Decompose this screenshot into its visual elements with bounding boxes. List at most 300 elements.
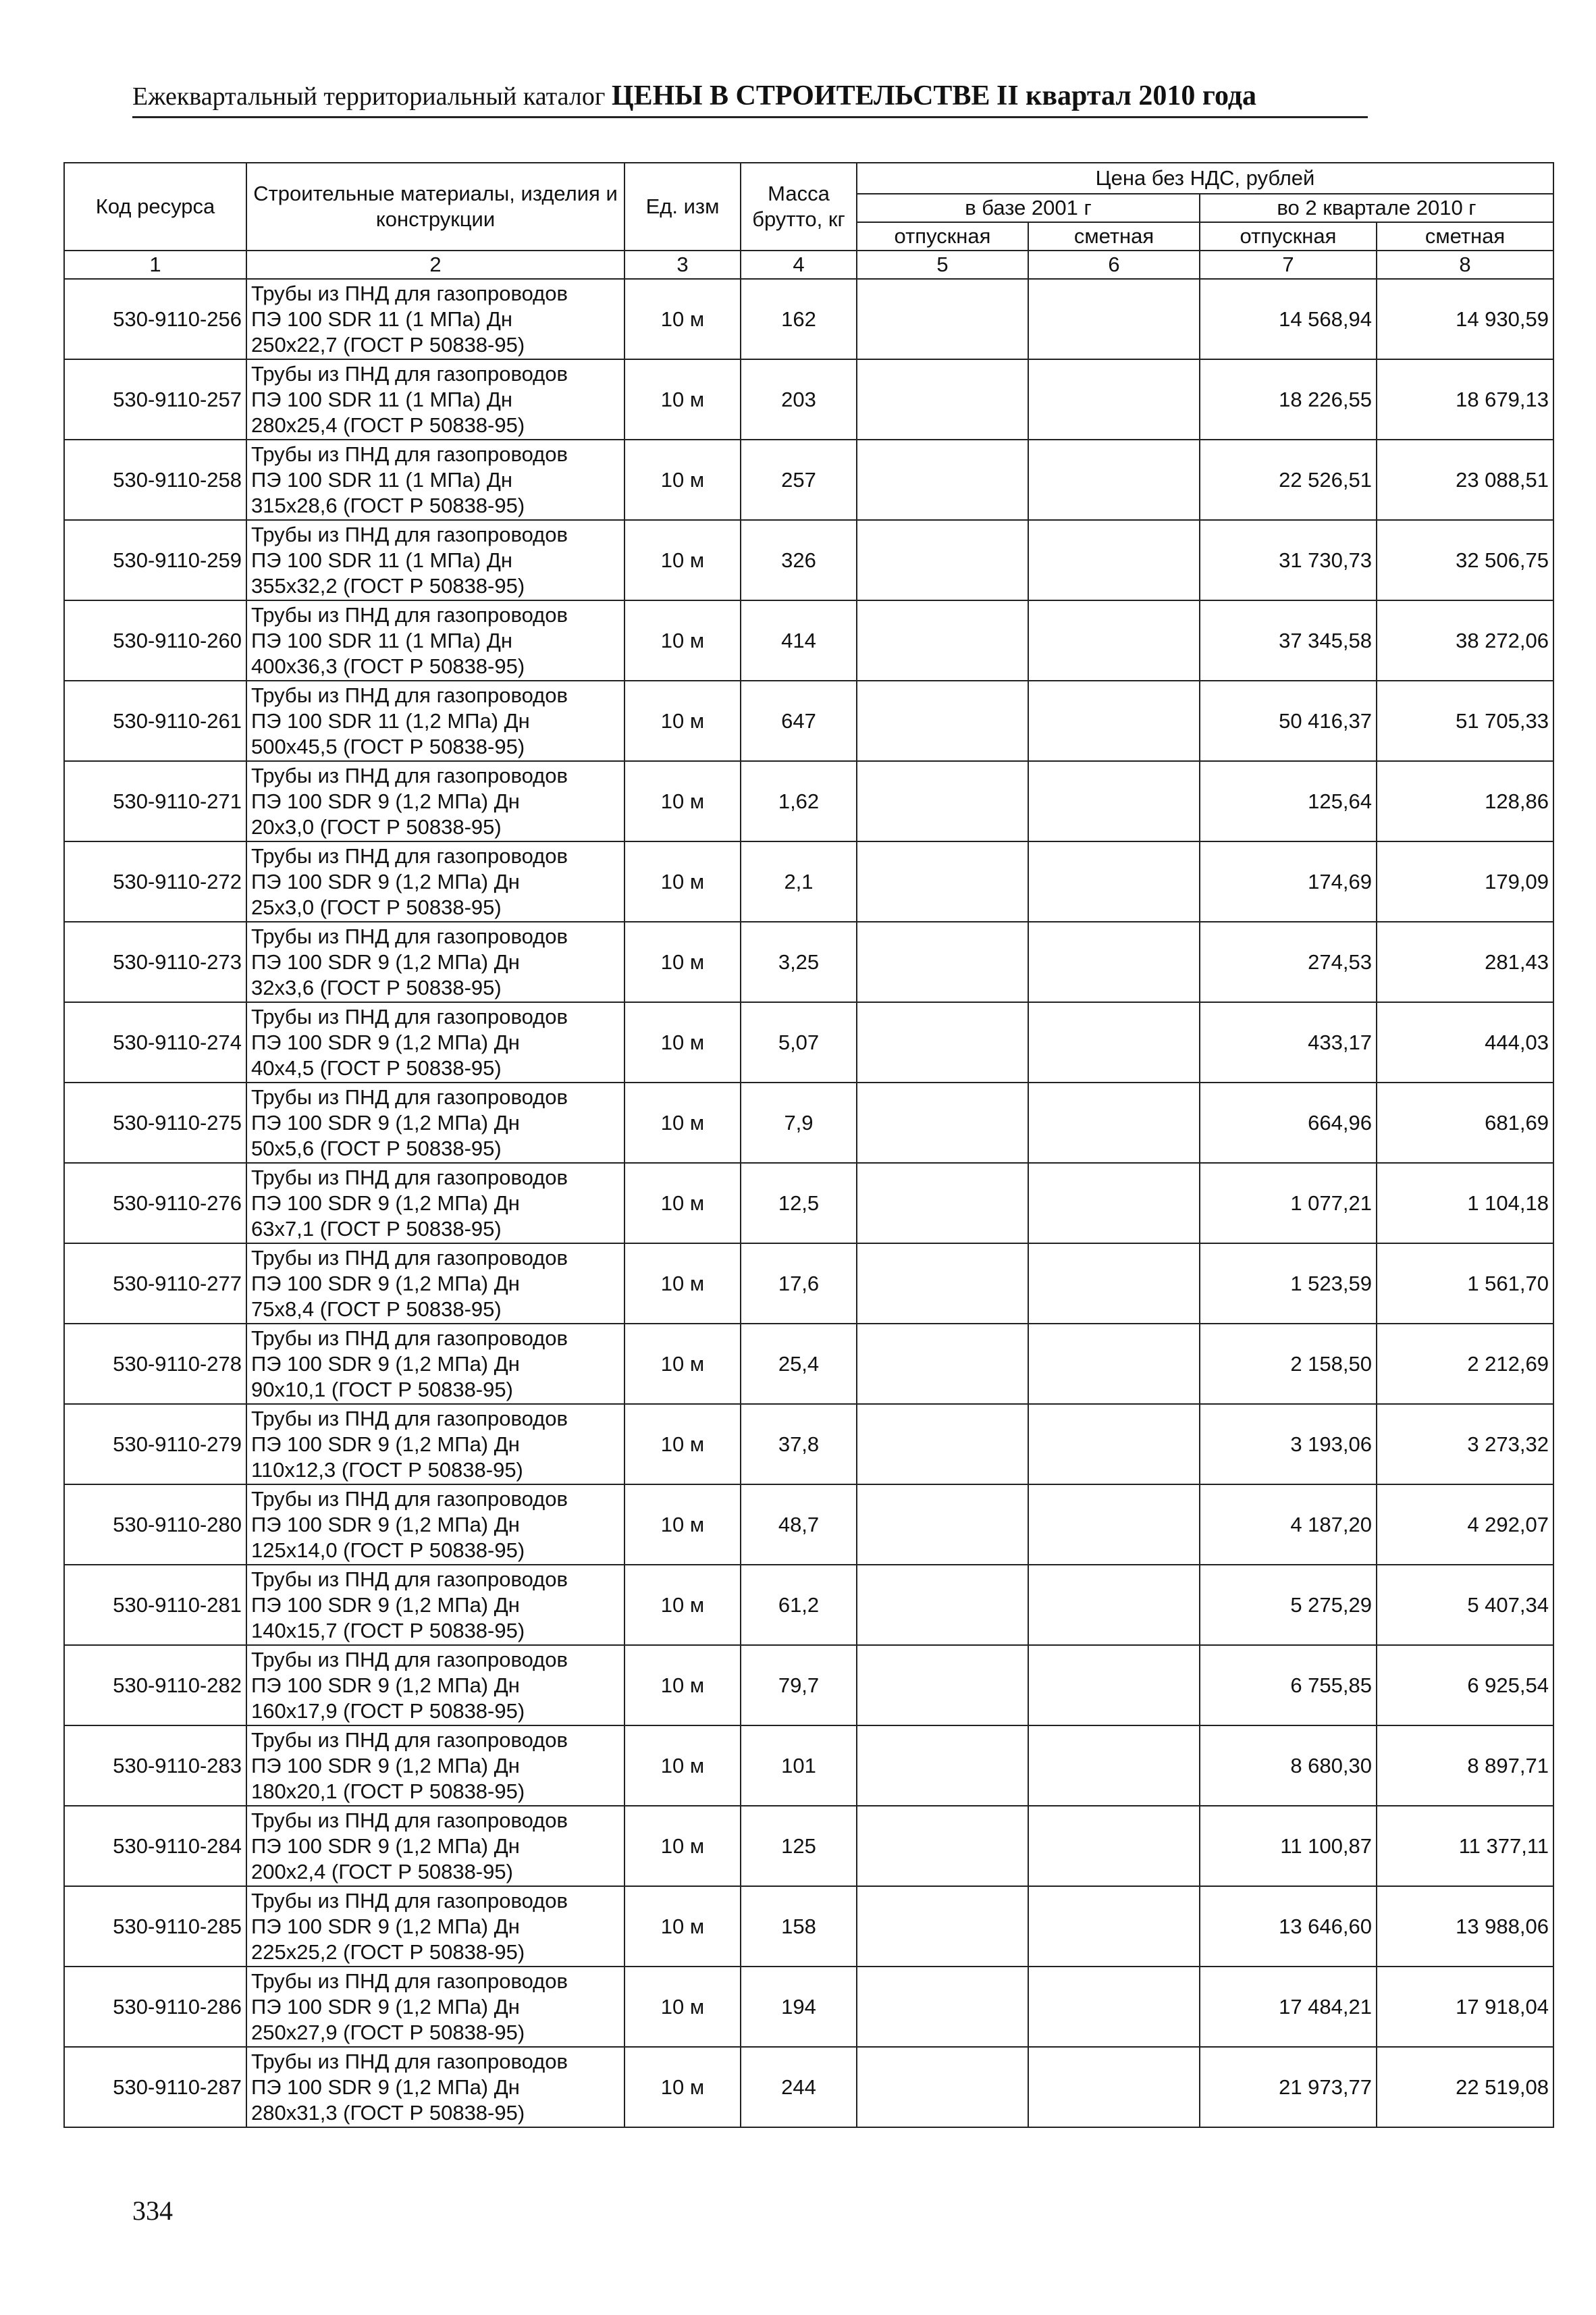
gross-mass: 25,4 <box>741 1324 857 1404</box>
resource-code: 530-9110-287 <box>64 2047 246 2127</box>
gross-mass: 7,9 <box>741 1083 857 1163</box>
unit-of-measure: 10 м <box>624 1002 741 1083</box>
description-line: ПЭ 100 SDR 9 (1,2 МПа) Дн <box>251 789 520 813</box>
table-row <box>64 1404 1553 1484</box>
material-description <box>246 1002 624 1083</box>
running-header <box>132 80 1368 118</box>
price-wholesale-2001 <box>857 1565 1028 1645</box>
price-wholesale-2001 <box>857 1163 1028 1243</box>
table-row <box>64 279 1553 359</box>
price-wholesale-2001 <box>857 1484 1028 1565</box>
price-estimate-2001 <box>1028 761 1200 841</box>
gross-mass: 414 <box>741 600 857 681</box>
price-wholesale-2001 <box>857 2047 1028 2127</box>
price-estimate-2001 <box>1028 681 1200 761</box>
price-wholesale-2010: 174,69 <box>1200 841 1377 922</box>
resource-code: 530-9110-259 <box>64 520 246 600</box>
material-description <box>246 922 624 1002</box>
description-line: 250х27,9 (ГОСТ Р 50838-95) <box>251 2020 525 2044</box>
resource-code: 530-9110-284 <box>64 1806 246 1886</box>
unit-of-measure: 10 м <box>624 1484 741 1565</box>
resource-code: 530-9110-272 <box>64 841 246 922</box>
price-estimate-2001 <box>1028 359 1200 440</box>
description-line: Трубы из ПНД для газопроводов <box>251 1245 568 1270</box>
price-estimate-2010: 13 988,06 <box>1377 1886 1553 1967</box>
gross-mass: 101 <box>741 1725 857 1806</box>
description-line: ПЭ 100 SDR 9 (1,2 МПа) Дн <box>251 1914 520 1938</box>
material-description <box>246 520 624 600</box>
price-estimate-2001 <box>1028 1324 1200 1404</box>
price-wholesale-2010: 37 345,58 <box>1200 600 1377 681</box>
material-description <box>246 1163 624 1243</box>
column-number: 7 <box>1200 251 1377 279</box>
price-estimate-2001 <box>1028 1163 1200 1243</box>
column-number: 5 <box>857 251 1028 279</box>
table-row <box>64 1163 1553 1243</box>
price-estimate-2001 <box>1028 1886 1200 1967</box>
unit-of-measure: 10 м <box>624 761 741 841</box>
price-wholesale-2010: 5 275,29 <box>1200 1565 1377 1645</box>
price-estimate-2010: 38 272,06 <box>1377 600 1553 681</box>
resource-code: 530-9110-260 <box>64 600 246 681</box>
description-line: ПЭ 100 SDR 9 (1,2 МПа) Дн <box>251 1191 520 1215</box>
price-wholesale-2010: 2 158,50 <box>1200 1324 1377 1404</box>
price-wholesale-2001 <box>857 1083 1028 1163</box>
price-wholesale-2001 <box>857 922 1028 1002</box>
price-estimate-2010: 3 273,32 <box>1377 1404 1553 1484</box>
resource-code: 530-9110-276 <box>64 1163 246 1243</box>
description-line: 140х15,7 (ГОСТ Р 50838-95) <box>251 1618 525 1642</box>
column-number: 3 <box>624 251 741 279</box>
material-description <box>246 440 624 520</box>
column-number: 4 <box>741 251 857 279</box>
description-line: Трубы из ПНД для газопроводов <box>251 1888 568 1913</box>
unit-of-measure: 10 м <box>624 1404 741 1484</box>
price-wholesale-2010: 50 416,37 <box>1200 681 1377 761</box>
unit-of-measure: 10 м <box>624 520 741 600</box>
table-row <box>64 922 1553 1002</box>
description-line: ПЭ 100 SDR 9 (1,2 МПа) Дн <box>251 1592 520 1617</box>
price-wholesale-2010: 274,53 <box>1200 922 1377 1002</box>
description-line: 125х14,0 (ГОСТ Р 50838-95) <box>251 1538 525 1562</box>
resource-code: 530-9110-285 <box>64 1886 246 1967</box>
gross-mass: 125 <box>741 1806 857 1886</box>
description-line: Трубы из ПНД для газопроводов <box>251 281 568 305</box>
resource-code: 530-9110-258 <box>64 440 246 520</box>
table-row <box>64 1243 1553 1324</box>
page-number: 334 <box>132 2195 173 2226</box>
unit-of-measure: 10 м <box>624 1243 741 1324</box>
unit-of-measure: 10 м <box>624 1645 741 1725</box>
description-line: ПЭ 100 SDR 11 (1 МПа) Дн <box>251 628 512 652</box>
resource-code: 530-9110-280 <box>64 1484 246 1565</box>
description-line: ПЭ 100 SDR 9 (1,2 МПа) Дн <box>251 2075 520 2099</box>
price-estimate-2010: 51 705,33 <box>1377 681 1553 761</box>
description-line: ПЭ 100 SDR 9 (1,2 МПа) Дн <box>251 1753 520 1777</box>
header-period: II квартал 2010 года <box>996 80 1256 111</box>
price-estimate-2010: 1 104,18 <box>1377 1163 1553 1243</box>
price-estimate-2001 <box>1028 2047 1200 2127</box>
header-catalog-name: ЦЕНЫ В СТРОИТЕЛЬСТВЕ <box>611 80 990 111</box>
description-line: Трубы из ПНД для газопроводов <box>251 1808 568 1832</box>
price-wholesale-2001 <box>857 520 1028 600</box>
price-wholesale-2010: 3 193,06 <box>1200 1404 1377 1484</box>
description-line: Трубы из ПНД для газопроводов <box>251 1004 568 1029</box>
price-estimate-2001 <box>1028 1565 1200 1645</box>
description-line: Трубы из ПНД для газопроводов <box>251 1326 568 1350</box>
header-mass: Масса брутто, кг <box>741 163 857 251</box>
table-row <box>64 359 1553 440</box>
material-description <box>246 1243 624 1324</box>
description-line: 280х31,3 (ГОСТ Р 50838-95) <box>251 2100 525 2125</box>
price-estimate-2010: 6 925,54 <box>1377 1645 1553 1725</box>
description-line: ПЭ 100 SDR 9 (1,2 МПа) Дн <box>251 1833 520 1858</box>
resource-code: 530-9110-279 <box>64 1404 246 1484</box>
description-line: 200х2,4 (ГОСТ Р 50838-95) <box>251 1859 513 1883</box>
unit-of-measure: 10 м <box>624 922 741 1002</box>
material-description <box>246 279 624 359</box>
description-line: Трубы из ПНД для газопроводов <box>251 1165 568 1189</box>
description-line: ПЭ 100 SDR 11 (1 МПа) Дн <box>251 548 512 572</box>
description-line: 180х20,1 (ГОСТ Р 50838-95) <box>251 1779 525 1803</box>
resource-code: 530-9110-283 <box>64 1725 246 1806</box>
description-line: 63х7,1 (ГОСТ Р 50838-95) <box>251 1216 502 1241</box>
price-table <box>63 162 1554 2128</box>
gross-mass: 48,7 <box>741 1484 857 1565</box>
price-wholesale-2010: 433,17 <box>1200 1002 1377 1083</box>
material-description <box>246 1404 624 1484</box>
description-line: Трубы из ПНД для газопроводов <box>251 522 568 546</box>
material-description <box>246 1645 624 1725</box>
unit-of-measure: 10 м <box>624 440 741 520</box>
description-line: Трубы из ПНД для газопроводов <box>251 602 568 627</box>
price-estimate-2001 <box>1028 1243 1200 1324</box>
description-line: 400х36,3 (ГОСТ Р 50838-95) <box>251 654 525 678</box>
price-estimate-2001 <box>1028 1725 1200 1806</box>
price-wholesale-2001 <box>857 1967 1028 2047</box>
price-estimate-2010: 681,69 <box>1377 1083 1553 1163</box>
price-estimate-2010: 5 407,34 <box>1377 1565 1553 1645</box>
description-line: ПЭ 100 SDR 11 (1,2 МПа) Дн <box>251 708 530 733</box>
gross-mass: 1,62 <box>741 761 857 841</box>
price-estimate-2010: 22 519,08 <box>1377 2047 1553 2127</box>
description-line: Трубы из ПНД для газопроводов <box>251 1647 568 1671</box>
resource-code: 530-9110-286 <box>64 1967 246 2047</box>
price-estimate-2010: 32 506,75 <box>1377 520 1553 600</box>
resource-code: 530-9110-275 <box>64 1083 246 1163</box>
price-estimate-2001 <box>1028 1002 1200 1083</box>
description-line: 32х3,6 (ГОСТ Р 50838-95) <box>251 975 502 999</box>
header-q2-2010: во 2 квартале 2010 г <box>1200 194 1553 222</box>
resource-code: 530-9110-274 <box>64 1002 246 1083</box>
description-line: Трубы из ПНД для газопроводов <box>251 843 568 868</box>
resource-code: 530-9110-282 <box>64 1645 246 1725</box>
table-row <box>64 440 1553 520</box>
price-wholesale-2001 <box>857 1806 1028 1886</box>
header-price-group: Цена без НДС, рублей <box>857 163 1553 194</box>
material-description <box>246 1083 624 1163</box>
price-wholesale-2001 <box>857 1886 1028 1967</box>
table-row <box>64 1645 1553 1725</box>
price-wholesale-2010: 14 568,94 <box>1200 279 1377 359</box>
price-estimate-2001 <box>1028 1083 1200 1163</box>
price-wholesale-2001 <box>857 600 1028 681</box>
description-line: ПЭ 100 SDR 9 (1,2 МПа) Дн <box>251 1673 520 1697</box>
price-estimate-2010: 14 930,59 <box>1377 279 1553 359</box>
price-wholesale-2001 <box>857 1404 1028 1484</box>
price-wholesale-2010: 1 077,21 <box>1200 1163 1377 1243</box>
description-line: Трубы из ПНД для газопроводов <box>251 1085 568 1109</box>
header-base-2001: в базе 2001 г <box>857 194 1200 222</box>
table-row <box>64 1484 1553 1565</box>
price-wholesale-2010: 125,64 <box>1200 761 1377 841</box>
price-wholesale-2001 <box>857 761 1028 841</box>
price-wholesale-2001 <box>857 359 1028 440</box>
price-wholesale-2001 <box>857 1002 1028 1083</box>
price-estimate-2001 <box>1028 1806 1200 1886</box>
price-wholesale-2010: 17 484,21 <box>1200 1967 1377 2047</box>
column-number: 8 <box>1377 251 1553 279</box>
description-line: 250х22,7 (ГОСТ Р 50838-95) <box>251 332 525 357</box>
price-estimate-2010: 128,86 <box>1377 761 1553 841</box>
price-estimate-2010: 4 292,07 <box>1377 1484 1553 1565</box>
price-estimate-2010: 2 212,69 <box>1377 1324 1553 1404</box>
table-row <box>64 1725 1553 1806</box>
material-description <box>246 1806 624 1886</box>
unit-of-measure: 10 м <box>624 2047 741 2127</box>
table-row <box>64 681 1553 761</box>
material-description <box>246 1886 624 1967</box>
description-line: Трубы из ПНД для газопроводов <box>251 683 568 707</box>
unit-of-measure: 10 м <box>624 1083 741 1163</box>
material-description <box>246 1324 624 1404</box>
price-wholesale-2010: 13 646,60 <box>1200 1886 1377 1967</box>
resource-code: 530-9110-278 <box>64 1324 246 1404</box>
description-line: ПЭ 100 SDR 9 (1,2 МПа) Дн <box>251 1994 520 2019</box>
price-estimate-2010: 18 679,13 <box>1377 359 1553 440</box>
table-row <box>64 1967 1553 2047</box>
price-wholesale-2010: 18 226,55 <box>1200 359 1377 440</box>
gross-mass: 79,7 <box>741 1645 857 1725</box>
gross-mass: 162 <box>741 279 857 359</box>
unit-of-measure: 10 м <box>624 681 741 761</box>
material-description <box>246 1967 624 2047</box>
price-estimate-2001 <box>1028 841 1200 922</box>
price-wholesale-2010: 22 526,51 <box>1200 440 1377 520</box>
header-materials: Строительные материалы, изделия и конструкции <box>246 163 624 251</box>
description-line: ПЭ 100 SDR 9 (1,2 МПа) Дн <box>251 950 520 974</box>
gross-mass: 61,2 <box>741 1565 857 1645</box>
price-estimate-2001 <box>1028 1404 1200 1484</box>
price-estimate-2001 <box>1028 1484 1200 1565</box>
resource-code: 530-9110-261 <box>64 681 246 761</box>
price-estimate-2001 <box>1028 1967 1200 2047</box>
description-line: 280х25,4 (ГОСТ Р 50838-95) <box>251 413 525 437</box>
column-number: 2 <box>246 251 624 279</box>
gross-mass: 203 <box>741 359 857 440</box>
unit-of-measure: 10 м <box>624 1967 741 2047</box>
table-row <box>64 1002 1553 1083</box>
price-wholesale-2010: 6 755,85 <box>1200 1645 1377 1725</box>
gross-mass: 37,8 <box>741 1404 857 1484</box>
unit-of-measure: 10 м <box>624 279 741 359</box>
table-row <box>64 600 1553 681</box>
price-estimate-2001 <box>1028 922 1200 1002</box>
price-estimate-2001 <box>1028 440 1200 520</box>
unit-of-measure: 10 м <box>624 1163 741 1243</box>
description-line: 500х45,5 (ГОСТ Р 50838-95) <box>251 734 525 758</box>
price-estimate-2010: 17 918,04 <box>1377 1967 1553 2047</box>
description-line: 25х3,0 (ГОСТ Р 50838-95) <box>251 895 502 919</box>
price-wholesale-2010: 31 730,73 <box>1200 520 1377 600</box>
header-wholesale-2001: отпускная <box>857 222 1028 251</box>
gross-mass: 244 <box>741 2047 857 2127</box>
price-estimate-2001 <box>1028 520 1200 600</box>
description-line: ПЭ 100 SDR 9 (1,2 МПа) Дн <box>251 1432 520 1456</box>
gross-mass: 5,07 <box>741 1002 857 1083</box>
column-number: 6 <box>1028 251 1200 279</box>
price-wholesale-2001 <box>857 1725 1028 1806</box>
header-prefix: Ежеквартальный территориальный каталог <box>132 82 606 111</box>
price-wholesale-2010: 21 973,77 <box>1200 2047 1377 2127</box>
table-row <box>64 761 1553 841</box>
description-line: ПЭ 100 SDR 9 (1,2 МПа) Дн <box>251 1110 520 1135</box>
price-wholesale-2001 <box>857 279 1028 359</box>
material-description <box>246 681 624 761</box>
price-wholesale-2001 <box>857 440 1028 520</box>
material-description <box>246 841 624 922</box>
gross-mass: 12,5 <box>741 1163 857 1243</box>
price-wholesale-2001 <box>857 1324 1028 1404</box>
description-line: 50х5,6 (ГОСТ Р 50838-95) <box>251 1136 502 1160</box>
header-unit: Ед. изм <box>624 163 741 251</box>
description-line: Трубы из ПНД для газопроводов <box>251 1567 568 1591</box>
table-row <box>64 841 1553 922</box>
gross-mass: 3,25 <box>741 922 857 1002</box>
unit-of-measure: 10 м <box>624 359 741 440</box>
unit-of-measure: 10 м <box>624 1565 741 1645</box>
material-description <box>246 1565 624 1645</box>
price-wholesale-2010: 4 187,20 <box>1200 1484 1377 1565</box>
description-line: 315х28,6 (ГОСТ Р 50838-95) <box>251 493 525 517</box>
table-row <box>64 520 1553 600</box>
price-estimate-2010: 8 897,71 <box>1377 1725 1553 1806</box>
price-estimate-2010: 444,03 <box>1377 1002 1553 1083</box>
price-wholesale-2001 <box>857 1243 1028 1324</box>
description-line: ПЭ 100 SDR 11 (1 МПа) Дн <box>251 467 512 492</box>
description-line: ПЭ 100 SDR 11 (1 МПа) Дн <box>251 387 512 411</box>
unit-of-measure: 10 м <box>624 1324 741 1404</box>
price-wholesale-2010: 1 523,59 <box>1200 1243 1377 1324</box>
description-line: ПЭ 100 SDR 9 (1,2 МПа) Дн <box>251 1030 520 1054</box>
description-line: 355х32,2 (ГОСТ Р 50838-95) <box>251 573 525 598</box>
material-description <box>246 359 624 440</box>
price-wholesale-2001 <box>857 1645 1028 1725</box>
description-line: Трубы из ПНД для газопроводов <box>251 1406 568 1430</box>
table-body <box>64 279 1553 2127</box>
header-estimate-2001: сметная <box>1028 222 1200 251</box>
resource-code: 530-9110-277 <box>64 1243 246 1324</box>
description-line: Трубы из ПНД для газопроводов <box>251 361 568 386</box>
table-row <box>64 1806 1553 1886</box>
gross-mass: 158 <box>741 1886 857 1967</box>
description-line: 90х10,1 (ГОСТ Р 50838-95) <box>251 1377 513 1401</box>
table-row <box>64 2047 1553 2127</box>
price-estimate-2001 <box>1028 1645 1200 1725</box>
unit-of-measure: 10 м <box>624 1806 741 1886</box>
unit-of-measure: 10 м <box>624 1725 741 1806</box>
price-estimate-2001 <box>1028 279 1200 359</box>
price-wholesale-2001 <box>857 681 1028 761</box>
price-estimate-2010: 11 377,11 <box>1377 1806 1553 1886</box>
unit-of-measure: 10 м <box>624 841 741 922</box>
gross-mass: 17,6 <box>741 1243 857 1324</box>
description-line: ПЭ 100 SDR 9 (1,2 МПа) Дн <box>251 1271 520 1295</box>
table-row <box>64 1324 1553 1404</box>
description-line: Трубы из ПНД для газопроводов <box>251 1727 568 1752</box>
description-line: Трубы из ПНД для газопроводов <box>251 763 568 787</box>
price-estimate-2010: 23 088,51 <box>1377 440 1553 520</box>
column-number: 1 <box>64 251 246 279</box>
material-description <box>246 1725 624 1806</box>
price-estimate-2001 <box>1028 600 1200 681</box>
gross-mass: 194 <box>741 1967 857 2047</box>
header-estimate-2010: сметная <box>1377 222 1553 251</box>
unit-of-measure: 10 м <box>624 600 741 681</box>
description-line: Трубы из ПНД для газопроводов <box>251 2049 568 2073</box>
resource-code: 530-9110-257 <box>64 359 246 440</box>
gross-mass: 2,1 <box>741 841 857 922</box>
gross-mass: 257 <box>741 440 857 520</box>
description-line: Трубы из ПНД для газопроводов <box>251 1486 568 1511</box>
price-estimate-2010: 281,43 <box>1377 922 1553 1002</box>
description-line: ПЭ 100 SDR 9 (1,2 МПа) Дн <box>251 1351 520 1376</box>
column-number-row <box>64 251 1553 279</box>
material-description <box>246 600 624 681</box>
description-line: ПЭ 100 SDR 11 (1 МПа) Дн <box>251 307 512 331</box>
price-wholesale-2010: 11 100,87 <box>1200 1806 1377 1886</box>
description-line: Трубы из ПНД для газопроводов <box>251 924 568 948</box>
resource-code: 530-9110-256 <box>64 279 246 359</box>
description-line: 225х25,2 (ГОСТ Р 50838-95) <box>251 1940 525 1964</box>
resource-code: 530-9110-281 <box>64 1565 246 1645</box>
description-line: Трубы из ПНД для газопроводов <box>251 1969 568 1993</box>
description-line: ПЭ 100 SDR 9 (1,2 МПа) Дн <box>251 869 520 893</box>
description-line: 110х12,3 (ГОСТ Р 50838-95) <box>251 1457 523 1482</box>
material-description <box>246 2047 624 2127</box>
description-line: 160х17,9 (ГОСТ Р 50838-95) <box>251 1698 525 1723</box>
price-wholesale-2010: 8 680,30 <box>1200 1725 1377 1806</box>
unit-of-measure: 10 м <box>624 1886 741 1967</box>
description-line: 40х4,5 (ГОСТ Р 50838-95) <box>251 1056 502 1080</box>
price-estimate-2010: 1 561,70 <box>1377 1243 1553 1324</box>
table-row <box>64 1565 1553 1645</box>
description-line: Трубы из ПНД для газопроводов <box>251 442 568 466</box>
description-line: ПЭ 100 SDR 9 (1,2 МПа) Дн <box>251 1512 520 1536</box>
header-code: Код ресурса <box>64 163 246 251</box>
table-row <box>64 1083 1553 1163</box>
price-estimate-2010: 179,09 <box>1377 841 1553 922</box>
price-wholesale-2001 <box>857 841 1028 922</box>
header-wholesale-2010: отпускная <box>1200 222 1377 251</box>
gross-mass: 647 <box>741 681 857 761</box>
material-description <box>246 761 624 841</box>
price-wholesale-2010: 664,96 <box>1200 1083 1377 1163</box>
description-line: 20х3,0 (ГОСТ Р 50838-95) <box>251 814 502 839</box>
gross-mass: 326 <box>741 520 857 600</box>
table-row <box>64 1886 1553 1967</box>
description-line: 75х8,4 (ГОСТ Р 50838-95) <box>251 1297 502 1321</box>
